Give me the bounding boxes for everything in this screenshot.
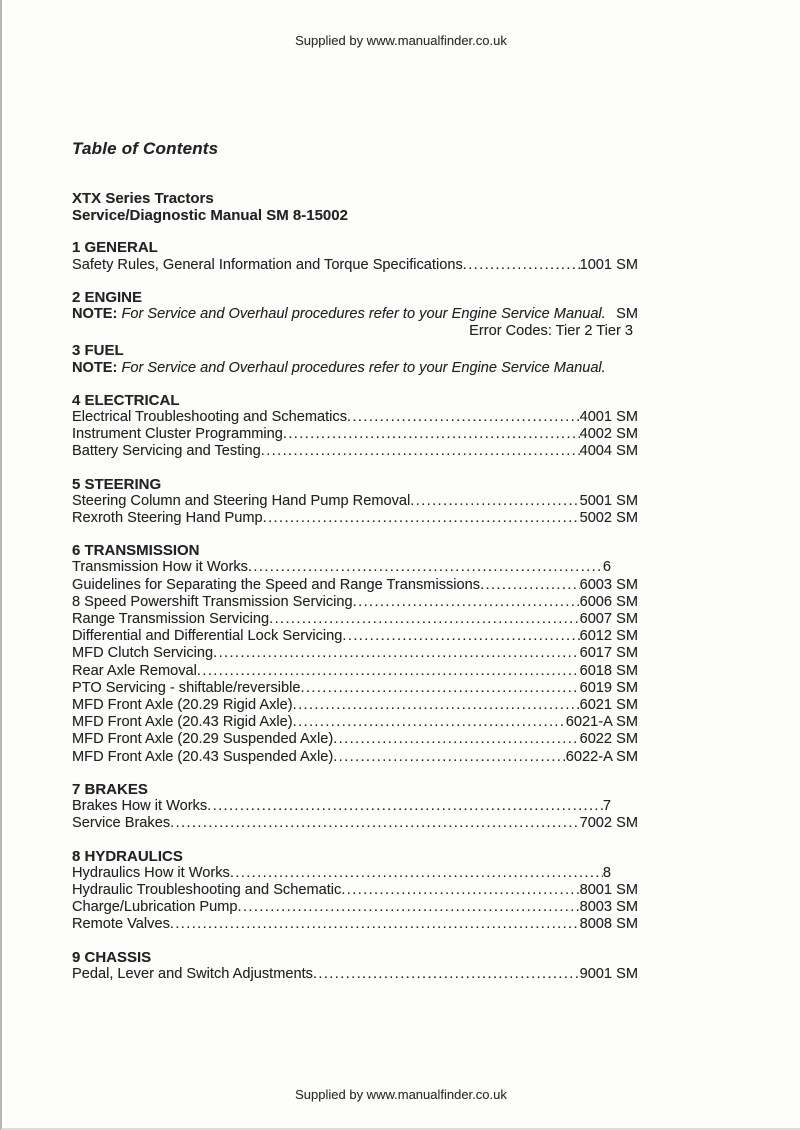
entry-title: Electrical Troubleshooting and Schematics — [72, 409, 347, 426]
toc-entry — [72, 493, 638, 510]
entry-title: MFD Front Axle (20.43 Rigid Axle) — [72, 714, 293, 731]
note-text: For Service and Overhaul procedures refer to your Engine Service Manual. — [117, 306, 606, 323]
entry-title: MFD Front Axle (20.29 Rigid Axle) — [72, 697, 293, 714]
section-heading: 4 ELECTRICAL — [72, 391, 180, 409]
dot-leader — [293, 697, 580, 714]
entry-page: 6007 SM — [579, 611, 638, 628]
secondary-note: Error Codes: Tier 2 Tier 3 — [469, 323, 633, 340]
toc-entry — [72, 865, 638, 882]
section-heading: 5 STEERING — [72, 475, 162, 493]
toc-entry — [72, 628, 638, 645]
dot-leader — [170, 916, 580, 933]
toc-entry — [72, 611, 638, 628]
dot-leader — [293, 714, 566, 731]
manual-name: XTX Series Tractors — [72, 190, 214, 207]
manual-number: Service/Diagnostic Manual SM 8-15002 — [72, 207, 348, 225]
toc-section — [72, 289, 638, 341]
entry-title: Range Transmission Servicing — [72, 611, 270, 628]
note-main — [72, 360, 606, 377]
note-row — [72, 306, 638, 323]
entry-page: 7002 SM — [579, 815, 638, 832]
toc-entry — [72, 443, 638, 460]
entry-title: PTO Servicing - shiftable/reversible — [72, 679, 301, 696]
entry-title: Safety Rules, General Information and Torque Specifications — [72, 256, 463, 273]
toc-sections — [72, 239, 638, 983]
entry-page: 7 — [602, 798, 611, 815]
dot-leader — [341, 882, 579, 899]
entry-title: MFD Clutch Servicing — [72, 645, 214, 662]
toc-entry — [72, 731, 638, 748]
entry-page: 5001 SM — [579, 492, 638, 509]
dot-leader — [263, 510, 580, 527]
section-heading: 8 HYDRAULICS — [72, 847, 183, 865]
toc-section — [72, 949, 638, 983]
toc-entry — [72, 680, 638, 697]
dot-leader — [238, 899, 580, 916]
entry-title: MFD Front Axle (20.43 Suspended Axle) — [72, 748, 334, 765]
note-label: NOTE: — [72, 306, 118, 323]
note-page: SM — [616, 306, 638, 323]
dot-leader — [283, 426, 580, 443]
dot-leader — [269, 611, 579, 628]
note-text: For Service and Overhaul procedures refer to your Engine Service Manual. — [117, 359, 606, 376]
supplier-note-top: Supplied by www.manualfinder.co.uk — [295, 33, 507, 48]
entry-title: Guidelines for Separating the Speed and Range Transmissions — [72, 576, 481, 593]
note-label: NOTE: — [72, 359, 118, 376]
dot-leader — [207, 798, 603, 815]
entry-title: Steering Column and Steering Hand Pump Removal — [72, 492, 411, 509]
entry-page: 8008 SM — [579, 916, 638, 933]
entry-page: 4001 SM — [579, 409, 638, 426]
toc-section — [72, 476, 638, 528]
dot-leader — [342, 628, 579, 645]
supplier-note-bottom: Supplied by www.manualfinder.co.uk — [295, 1087, 507, 1102]
toc-entry — [72, 409, 638, 426]
entry-page: 6022 SM — [579, 731, 638, 748]
toc-entry — [72, 663, 638, 680]
section-heading: 6 TRANSMISSION — [72, 542, 200, 560]
toc-entry — [72, 594, 638, 611]
toc-entry — [72, 577, 638, 594]
entry-title: Brakes How it Works — [72, 798, 208, 815]
entry-title: Differential and Differential Lock Servicing — [72, 628, 343, 645]
toc-entry — [72, 815, 638, 832]
dot-leader — [197, 663, 580, 680]
dot-leader — [333, 731, 579, 748]
entry-title: Rear Axle Removal — [72, 662, 197, 679]
entry-title: Charge/Lubrication Pump — [72, 899, 238, 916]
toc-section — [72, 342, 638, 376]
dot-leader — [347, 409, 580, 426]
toc-content — [72, 139, 638, 983]
section-heading: 9 CHASSIS — [72, 948, 152, 966]
toc-entry — [72, 798, 638, 815]
toc-entry — [72, 559, 638, 576]
entry-title: Service Brakes — [72, 815, 171, 832]
dot-leader — [480, 577, 580, 594]
entry-page: 6022-A SM — [565, 748, 638, 765]
entry-page: 9001 SM — [579, 965, 638, 982]
entry-page: 8 — [602, 864, 611, 881]
toc-entry — [72, 899, 638, 916]
toc-section — [72, 848, 638, 934]
dot-leader — [213, 645, 579, 662]
entry-title: Instrument Cluster Programming — [72, 426, 283, 443]
entry-page: 6017 SM — [579, 645, 638, 662]
entry-title: Hydraulics How it Works — [72, 864, 230, 881]
toc-entry — [72, 645, 638, 662]
manual-identification — [72, 190, 638, 224]
note-main — [72, 306, 606, 323]
entry-title: Pedal, Lever and Switch Adjustments — [72, 965, 313, 982]
entry-title: MFD Front Axle (20.29 Suspended Axle) — [72, 731, 334, 748]
entry-title: Rexroth Steering Hand Pump — [72, 510, 263, 527]
entry-page: 8003 SM — [579, 899, 638, 916]
entry-page: 6019 SM — [579, 679, 638, 696]
dot-leader — [313, 966, 580, 983]
dot-leader — [230, 865, 603, 882]
toc-entry — [72, 882, 638, 899]
toc-entry — [72, 697, 638, 714]
dot-leader — [170, 815, 579, 832]
dot-leader — [248, 559, 603, 576]
entry-page: 6012 SM — [579, 628, 638, 645]
entry-page: 6021-A SM — [565, 714, 638, 731]
toc-entry — [72, 714, 638, 731]
toc-entry — [72, 966, 638, 983]
dot-leader — [300, 680, 579, 697]
entry-page: 6018 SM — [579, 662, 638, 679]
toc-section — [72, 239, 638, 273]
toc-entry — [72, 916, 638, 933]
toc-section — [72, 781, 638, 833]
section-heading: 2 ENGINE — [72, 288, 143, 306]
entry-title: Battery Servicing and Testing — [72, 443, 261, 460]
toc-section — [72, 392, 638, 461]
page-title: Table of Contents — [72, 139, 219, 158]
entry-page: 4002 SM — [579, 426, 638, 443]
entry-page: 6 — [602, 559, 611, 576]
entry-title: Transmission How it Works — [72, 559, 248, 576]
dot-leader — [463, 257, 580, 274]
section-heading: 3 FUEL — [72, 342, 124, 360]
entry-page: 6006 SM — [579, 593, 638, 610]
toc-entry — [72, 426, 638, 443]
dot-leader — [353, 594, 580, 611]
entry-page: 6021 SM — [579, 697, 638, 714]
section-heading: 1 GENERAL — [72, 239, 158, 257]
note-row — [72, 360, 638, 377]
entry-title: Remote Valves — [72, 916, 170, 933]
section-heading: 7 BRAKES — [72, 780, 148, 798]
dot-leader — [261, 443, 580, 460]
dot-leader — [333, 749, 566, 766]
entry-title: Hydraulic Troubleshooting and Schematic — [72, 881, 342, 898]
entry-page: 4004 SM — [579, 443, 638, 460]
entry-page: 8001 SM — [579, 881, 638, 898]
toc-entry — [72, 510, 638, 527]
entry-page: 1001 SM — [579, 256, 638, 273]
entry-page: 6003 SM — [579, 576, 638, 593]
entry-page: 5002 SM — [579, 510, 638, 527]
toc-section — [72, 542, 638, 766]
entry-title: 8 Speed Powershift Transmission Servicing — [72, 593, 353, 610]
dot-leader — [410, 493, 579, 510]
toc-entry — [72, 257, 638, 274]
toc-entry — [72, 749, 638, 766]
